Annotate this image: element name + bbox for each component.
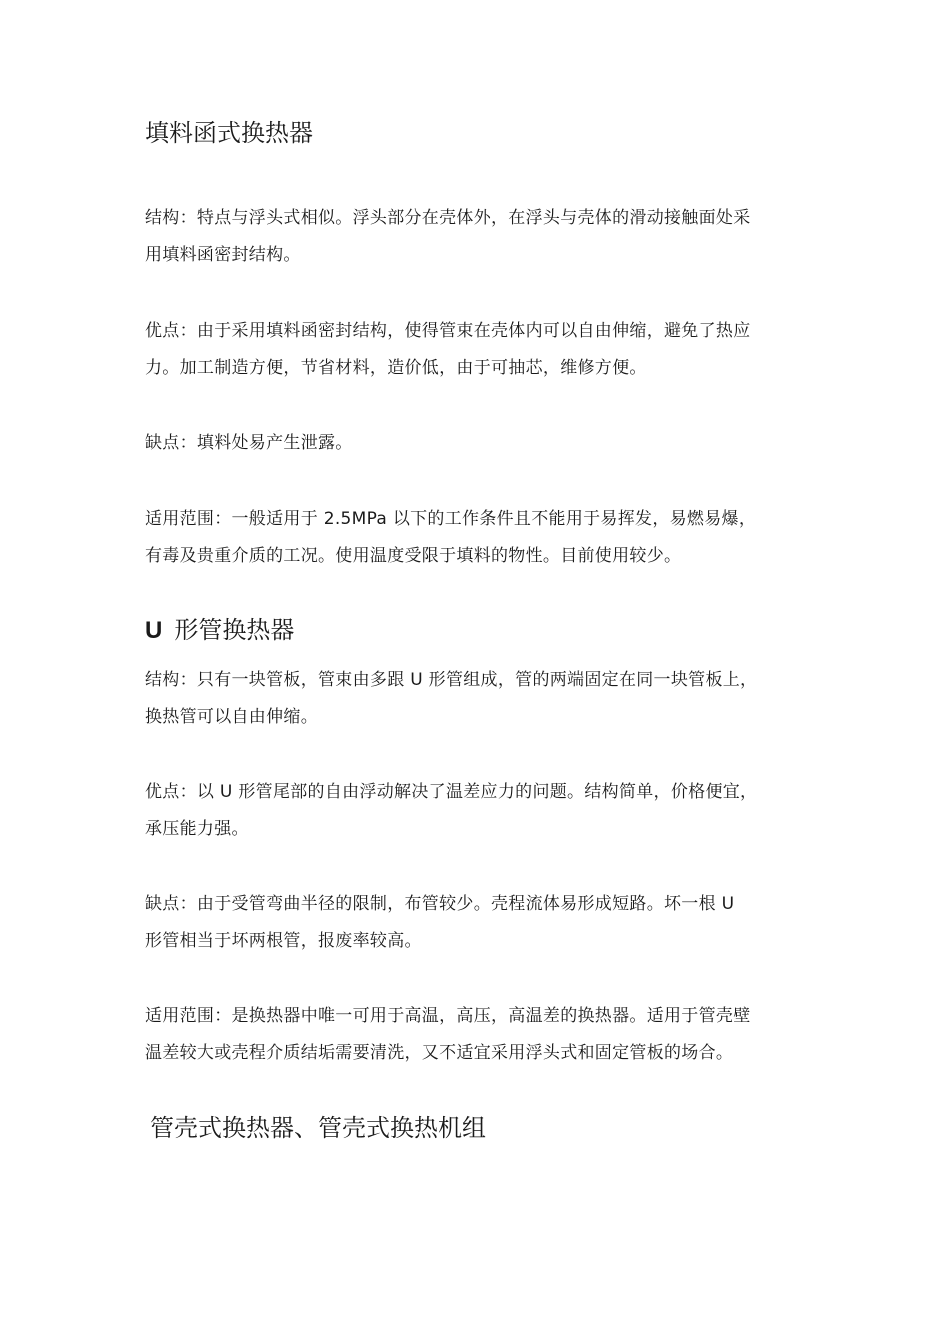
text-line: 适用范围：是换热器中唯一可用于高温，高压，高温差的换热器。适用于管壳壁	[145, 1006, 751, 1026]
text-line: 用填料函密封结构。	[145, 245, 301, 265]
text-line: 缺点：由于受管弯曲半径的限制，布管较少。壳程流体易形成短路。坏一根 U	[145, 894, 735, 914]
section-title-shell-and-tube: 管壳式换热器、管壳式换热机组	[150, 1114, 486, 1142]
paragraph-scope-1	[145, 501, 815, 575]
section-title-u-tube-exchanger	[145, 615, 294, 646]
section-title-packed-box-exchanger: 填料函式换热器	[145, 119, 313, 147]
text-line: 有毒及贵重介质的工况。使用温度受限于填料的物性。目前使用较少。	[145, 546, 682, 566]
text-line: 承压能力强。	[145, 819, 249, 839]
paragraph-advantages-1	[145, 313, 815, 387]
paragraph-structure-1	[145, 200, 815, 274]
paragraph-disadvantages-1	[145, 425, 815, 462]
text-line: 形管相当于坏两根管，报废率较高。	[145, 931, 422, 951]
text-line: 优点：由于采用填料函密封结构，使得管束在壳体内可以自由伸缩，避免了热应	[145, 321, 751, 341]
section-title-prefix: U	[145, 617, 163, 644]
text-line: 结构：特点与浮头式相似。浮头部分在壳体外，在浮头与壳体的滑动接触面处采	[145, 208, 751, 228]
paragraph-scope-2	[145, 998, 815, 1072]
text-line: 缺点：填料处易产生泄露。	[145, 433, 353, 453]
section-title-text: 形管换热器	[174, 616, 295, 644]
text-line: 适用范围：一般适用于 2.5MPa 以下的工作条件且不能用于易挥发，易燃易爆，	[145, 509, 757, 529]
paragraph-structure-2	[145, 662, 815, 736]
text-line: 换热管可以自由伸缩。	[145, 707, 318, 727]
paragraph-advantages-2	[145, 774, 815, 848]
paragraph-disadvantages-2	[145, 886, 815, 960]
text-line: 结构：只有一块管板，管束由多跟 U 形管组成，管的两端固定在同一块管板上，	[145, 670, 758, 690]
text-line: 温差较大或壳程介质结垢需要清洗，又不适宜采用浮头式和固定管板的场合。	[145, 1043, 734, 1063]
text-line: 力。加工制造方便，节省材料，造价低，由于可抽芯，维修方便。	[145, 358, 647, 378]
text-line: 优点：以 U 形管尾部的自由浮动解决了温差应力的问题。结构简单，价格便宜，	[145, 782, 758, 802]
